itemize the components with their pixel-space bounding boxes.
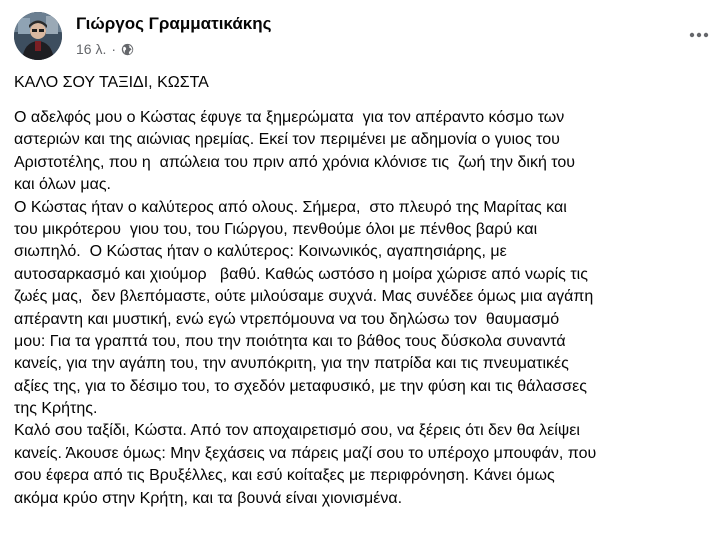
- more-options-icon: [689, 32, 709, 38]
- post-body-line: Αριστοτέλης, που η απώλεια του πριν από χρόνια κλόνισε τις ζωή την δική του: [14, 153, 576, 171]
- globe-icon[interactable]: [121, 43, 134, 56]
- post-timestamp[interactable]: 16 λ.: [76, 41, 107, 57]
- post-body-line: αξίες της, για το δέσιμο του, το σχεδόν μεταφυσικό, με την φύση και τις θάλασσες: [14, 377, 588, 395]
- post-body-line: σιωπηλό. Ο Κώστας ήταν ο καλύτερος: Κοινωνικός, αγαπησιάρης, με: [14, 243, 507, 261]
- post-body-line: κανείς. Άκουσε όμως: Μην ξεχάσεις να πάρεις μαζί σου το υπέροχο μπουφάν, που: [14, 444, 597, 462]
- post-body-line: ζωές μας, δεν βλεπόμαστε, ούτε μιλούσαμε συχνά. Μας συνέδεε όμως μια αγάπη: [14, 288, 594, 306]
- post-body-line: Ο αδελφός μου ο Κώστας έφυγε τα ξημερώματα για τον απέραντο κόσμο των: [14, 109, 565, 126]
- post-body-line: της Κρήτης.: [14, 400, 98, 418]
- meta-separator: ·: [111, 41, 117, 57]
- post-body-line: απέραντη και μυστική, ενώ εγώ ντρεπόμουνα να του δηλώσω τον θαυμασμό: [14, 310, 560, 328]
- post-body-line: μου: Για τα γραπτά του, που την ποιότητα και το βάθος τους δύσκολα συναντά: [14, 332, 566, 350]
- post-body-line: σου έφερα από τις Βρυξέλλες, και εσύ κοίταξες με περιφρόνηση. Κάνει όμως: [14, 467, 555, 485]
- more-options-button[interactable]: [684, 20, 714, 50]
- user-photo-avatar[interactable]: [14, 12, 62, 60]
- avatar-image: [14, 12, 62, 60]
- post-meta: [76, 40, 134, 58]
- post-body-line: του μικρότερου γιου του, του Γιώργου, πενθούμε όλοι με πένθος βαρύ και: [14, 220, 538, 238]
- post-body-line: Ο Κώστας ήταν ο καλύτερος από ολους. Σήμερα, στο πλευρό της Μαρίτας και: [14, 198, 567, 216]
- post-title: ΚΑΛΟ ΣΟΥ ΤΑΞΙΔΙ, ΚΩΣΤΑ: [14, 74, 209, 91]
- post-body-line: ακόμα κρύο στην Κρήτη, και τα βουνά είναι χιονισμένα.: [14, 489, 403, 507]
- post-body-line: και όλων μας.: [14, 176, 111, 194]
- author-name[interactable]: Γιώργος Γραμματικάκης: [76, 14, 272, 33]
- post-header: [14, 12, 714, 64]
- post-body-line: αυτοσαρκασμό και χιούμορ βαθύ. Καθώς ωστόσο η μοίρα χώρισε από νωρίς τις: [14, 265, 588, 283]
- post-body-line: κανείς, για την αγάπη του, την ανυπόκριτη, για την πατρίδα και τις πνευματικές: [14, 355, 569, 373]
- post-body-line: Καλό σου ταξίδι, Κώστα. Από τον αποχαιρετισμό σου, να ξέρεις ότι δεν θα λείψει: [14, 422, 580, 440]
- post-body-line: αστεριών και της αιώνιας ηρεμίας. Εκεί τον περιμένει με αδημονία ο γυιος του: [14, 131, 560, 149]
- post-body: [14, 107, 714, 510]
